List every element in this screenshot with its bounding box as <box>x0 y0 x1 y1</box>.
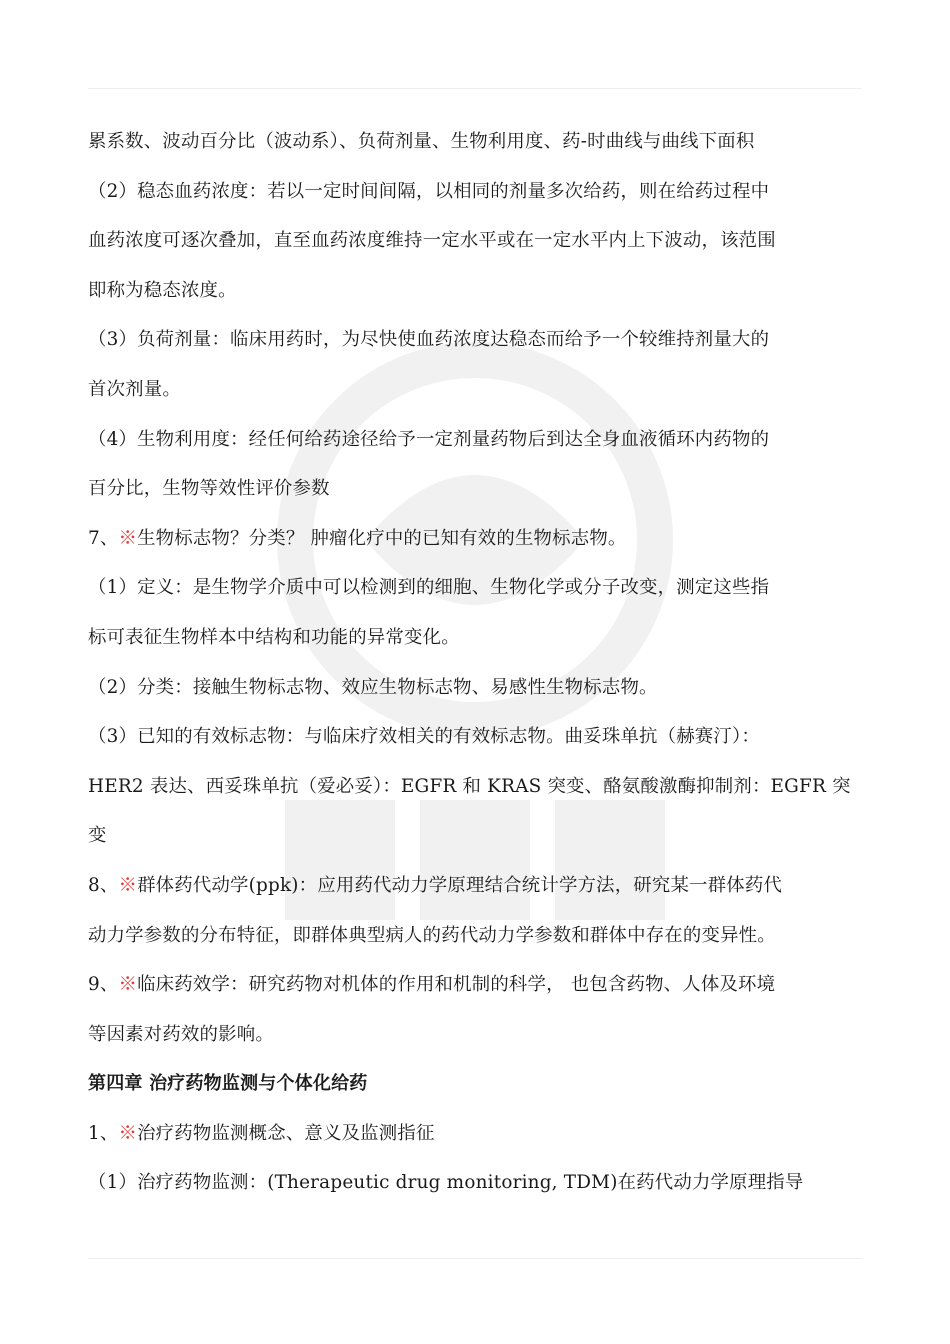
text-line: 血药浓度可逐次叠加，直至血药浓度维持一定水平或在一定水平内上下波动，该范围 <box>88 230 776 252</box>
text-line: （2）分类：接触生物标志物、效应生物标志物、易感性生物标志物。 <box>88 676 658 698</box>
document-body <box>88 124 864 1215</box>
text-line: 百分比，生物等效性评价参数 <box>88 478 330 500</box>
key-point-mark: ※ <box>118 1122 138 1144</box>
text-line: 等因素对药效的影响。 <box>88 1023 274 1045</box>
text-line: 变 <box>88 825 107 847</box>
chapter-heading: 第四章 治疗药物监测与个体化给药 <box>88 1073 368 1095</box>
key-point-mark: ※ <box>118 874 138 896</box>
text-line: （1）定义：是生物学介质中可以检测到的细胞、生物化学或分子改变，测定这些指 <box>88 577 770 599</box>
text-line: （3）已知的有效标志物：与临床疗效相关的有效标志物。曲妥珠单抗（赫赛汀）： <box>88 726 760 748</box>
question-line: 7、※生物标志物？分类？ 肿瘤化疗中的已知有效的生物标志物。 <box>88 527 627 549</box>
header-rule <box>88 88 862 89</box>
question-line: 8、※群体药代动学(ppk)：应用药代动力学原理结合统计学方法，研究某一群体药代 <box>88 874 783 896</box>
key-point-mark: ※ <box>118 974 138 996</box>
key-point-mark: ※ <box>118 527 138 549</box>
text-line: （4）生物利用度：经任何给药途径给予一定剂量药物后到达全身血液循环内药物的 <box>88 428 770 450</box>
text-line: 标可表征生物样本中结构和功能的异常变化。 <box>88 626 460 648</box>
text-line: 首次剂量。 <box>88 378 181 400</box>
text-line: 即称为稳态浓度。 <box>88 279 237 301</box>
text-line: （1）治疗药物监测：(Therapeutic drug monitoring, TDM)在药代动力学原理指导 <box>88 1172 804 1194</box>
text-line: 累系数、波动百分比（波动系）、负荷剂量、生物利用度、药-时曲线与曲线下面积 <box>88 131 755 152</box>
text-line: HER2 表达、西妥珠单抗（爱必妥）：EGFR 和 KRAS 突变、酪氨酸激酶抑制剂：EGFR 突 <box>88 775 851 797</box>
question-line: 1、※治疗药物监测概念、意义及监测指征 <box>88 1122 435 1144</box>
question-line: 9、※临床药效学：研究药物对机体的作用和机制的科学， 也包含药物、人体及环境 <box>88 974 776 996</box>
text-line: （2）稳态血药浓度：若以一定时间间隔，以相同的剂量多次给药，则在给药过程中 <box>88 180 770 202</box>
footer-rule <box>88 1258 862 1259</box>
text-line: （3）负荷剂量：临床用药时，为尽快使血药浓度达稳态而给予一个较维持剂量大的 <box>88 329 770 351</box>
text-line: 动力学参数的分布特征，即群体典型病人的药代动力学参数和群体中存在的变异性。 <box>88 924 776 946</box>
